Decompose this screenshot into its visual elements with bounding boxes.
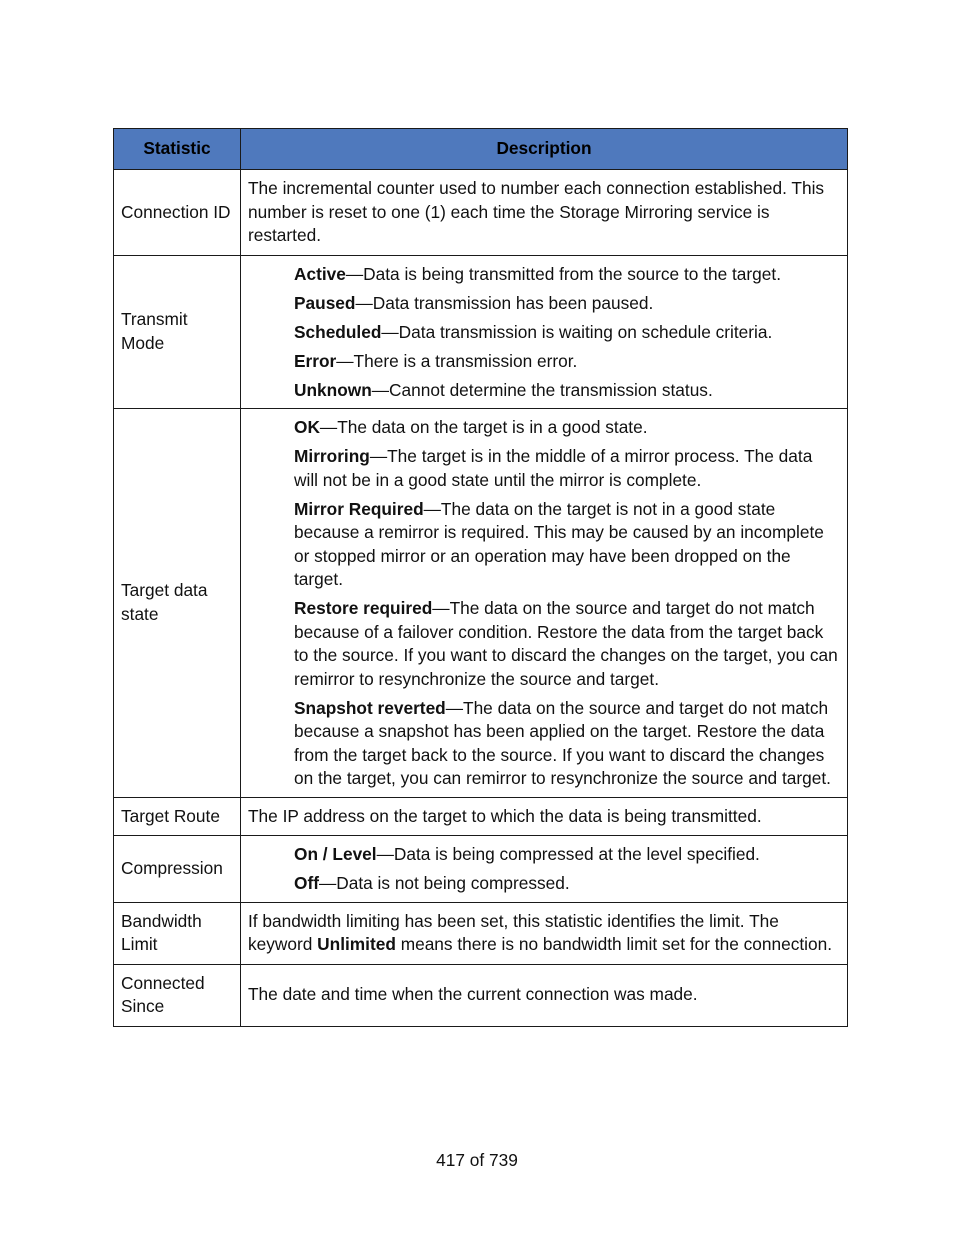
list-item	[294, 872, 841, 896]
page-number: 417 of 739	[436, 1150, 518, 1170]
list-item	[294, 379, 841, 403]
table-row	[114, 902, 848, 964]
item-text: —Data is being transmitted from the source to the target.	[345, 263, 781, 284]
list-item	[294, 416, 841, 440]
keyword-unlimited: Unlimited	[317, 934, 396, 954]
statistic-cell: Bandwidth Limit	[114, 902, 241, 964]
item-text: —The data on the target is in a good state.	[319, 417, 648, 437]
item-term: Mirror Required	[294, 498, 424, 519]
table-row	[114, 409, 848, 798]
list-item	[294, 597, 841, 691]
description-cell	[241, 902, 848, 964]
item-term: OK	[294, 417, 320, 437]
item-term: Active	[294, 263, 346, 284]
description-text: If bandwidth limiting has been set, this statistic identifies the limit. The keyword	[248, 910, 779, 954]
list-item	[294, 292, 841, 316]
statistic-cell: Target data state	[114, 409, 241, 798]
table-row	[114, 170, 848, 256]
description-cell	[241, 409, 848, 798]
table-header-row	[114, 129, 848, 170]
description-cell	[241, 255, 848, 409]
item-term: Error	[294, 350, 337, 371]
item-term: Mirroring	[294, 446, 370, 466]
item-text: —There is a transmission error.	[336, 350, 578, 371]
statistic-cell: Connection ID	[114, 170, 241, 256]
item-term: On / Level	[294, 844, 377, 864]
table-row	[114, 255, 848, 409]
table-row	[114, 964, 848, 1026]
list-item	[294, 445, 841, 492]
statistic-cell: Target Route	[114, 797, 241, 836]
item-text: —Cannot determine the transmission status.	[371, 379, 713, 400]
description-cell: The incremental counter used to number each connection established. This number is reset to one (1) each time the Storage Mirroring service is restarted.	[241, 170, 848, 256]
list-item	[294, 843, 841, 867]
description-text: means there is no bandwidth limit set for the connection.	[395, 934, 832, 954]
item-term: Restore required	[294, 598, 433, 618]
item-text: —Data transmission is waiting on schedule criteria.	[381, 321, 773, 342]
table-row	[114, 797, 848, 836]
list-item	[294, 350, 841, 374]
item-term: Paused	[294, 292, 356, 313]
item-text: —The data on the target is not in a good state because a remirror is required. This may be caused by an incomplete or stopped mirror or an operation may have been dropped on the target.	[294, 498, 824, 589]
item-text: —Data transmission has been paused.	[355, 292, 654, 313]
description-cell: The date and time when the current connection was made.	[241, 964, 848, 1026]
table-row	[114, 836, 848, 903]
item-text: —The target is in the middle of a mirror process. The data will not be in a good state until the mirror is complete.	[294, 446, 813, 490]
list-item	[294, 321, 841, 345]
list-item	[294, 697, 841, 791]
item-term: Unknown	[294, 379, 372, 400]
item-term: Off	[294, 873, 319, 893]
statistic-cell: Transmit Mode	[114, 255, 241, 409]
list-item	[294, 263, 841, 287]
statistic-cell: Connected Since	[114, 964, 241, 1026]
item-text: —The data on the source and target do not match because of a failover condition. Restore the data from the target back to the source. If you want to discard the changes on the target, you can remirror to resynchronize the source and target.	[294, 598, 838, 689]
list-item	[294, 498, 841, 592]
statistics-table	[113, 128, 848, 1027]
item-text: —Data is being compressed at the level specified.	[376, 844, 760, 864]
item-term: Scheduled	[294, 321, 382, 342]
item-term: Snapshot reverted	[294, 697, 446, 718]
description-cell	[241, 836, 848, 903]
header-description: Description	[241, 129, 848, 170]
statistic-cell: Compression	[114, 836, 241, 903]
item-text: —Data is not being compressed.	[318, 873, 570, 893]
description-cell: The IP address on the target to which the data is being transmitted.	[241, 797, 848, 836]
item-text: —The data on the source and target do not match because a snapshot has been applied on the target. Restore the data from the target back to the source. If you want to discard the changes on the target, you can remirror to resynchronize the source and target.	[294, 697, 831, 788]
header-statistic: Statistic	[114, 129, 241, 170]
